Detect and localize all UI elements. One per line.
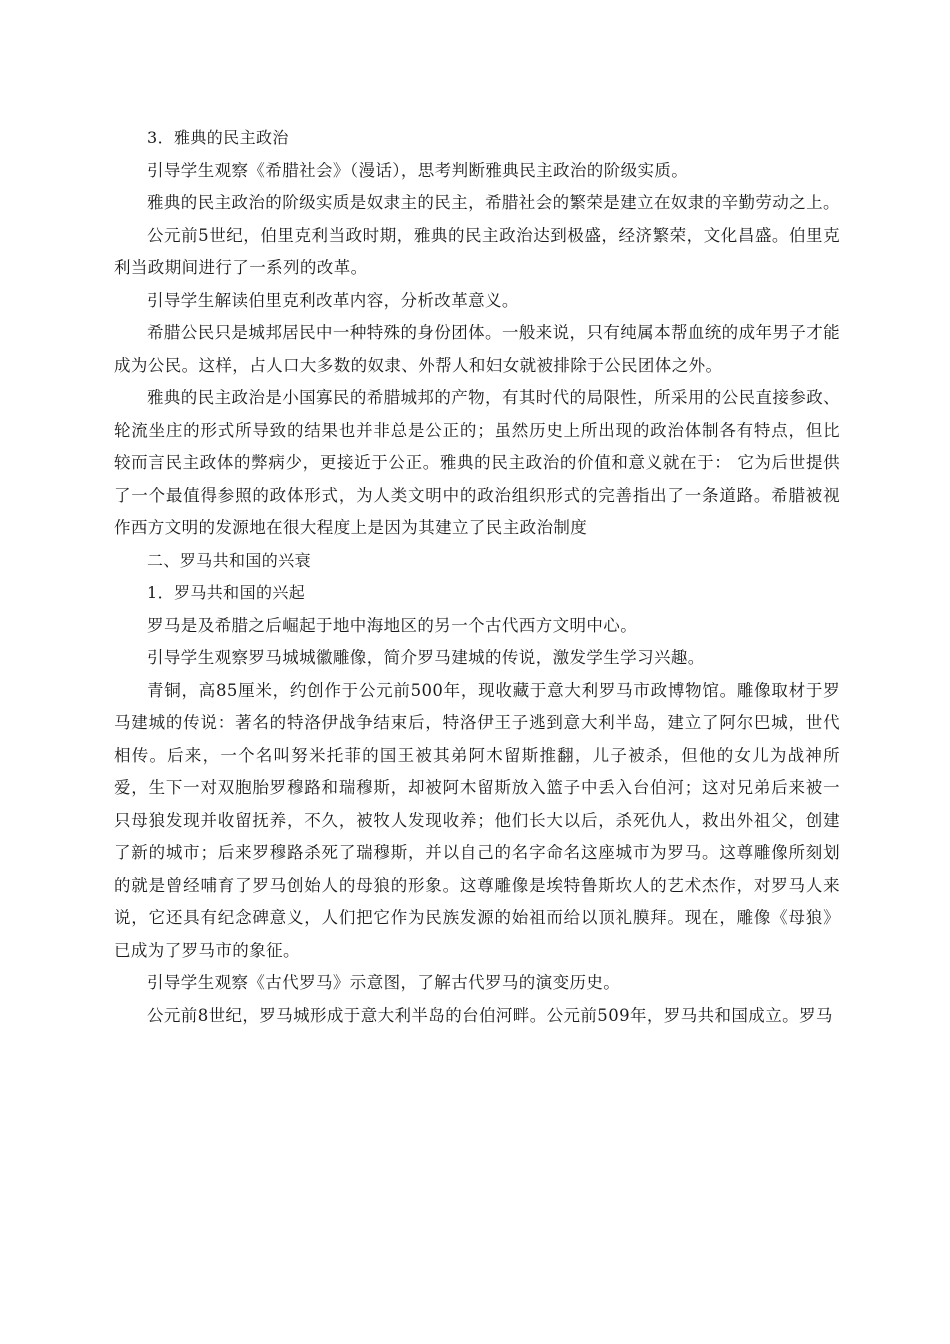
paragraph: 公元前5世纪，伯里克利当政时期，雅典的民主政治达到极盛，经济繁荣，文化昌盛。伯里克利当政期间进行了一系列的改革。 bbox=[114, 225, 840, 277]
paragraph: 雅典的民主政治是小国寡民的希腊城邦的产物，有其时代的局限性，所采用的公民直接参政、轮流坐庄的形式所导致的结果也并非总是公正的；虽然历史上所出现的政治体制各有特点，但比较而言民主政体的弊病少，更接近于公正。雅典的民主政治的价值和意义就在于： 它为后世提供了一个最值得参照的政体形式，为人类文明中的政治组织形式的完善指出了一条道路。希腊被视作西方文明的发源地在很大程度上是因为其建立了民主政治制度 bbox=[114, 388, 840, 537]
paragraph: 罗马是及希腊之后崛起于地中海地区的另一个古代西方文明中心。 bbox=[147, 615, 638, 635]
paragraph: 雅典的民主政治的阶级实质是奴隶主的民主，希腊社会的繁荣是建立在奴隶的辛勤劳动之上。 bbox=[147, 193, 840, 212]
paragraph: 引导学生观察《古代罗马》示意图，了解古代罗马的演变历史。 bbox=[147, 973, 621, 992]
document-body bbox=[114, 122, 840, 1032]
paragraph: 引导学生观察罗马城城徽雕像，简介罗马建城的传说，激发学生学习兴趣。 bbox=[147, 648, 705, 667]
paragraph: 青铜，高85厘米，约创作于公元前500年，现收藏于意大利罗马市政博物馆。雕像取材于罗马建城的传说：著名的特洛伊战争结束后，特洛伊王子逃到意大利半岛，建立了阿尔巴城，世代相传。后来，一个名叫努米托菲的国王被其弟阿木留斯推翻，儿子被杀，但他的女儿为战神所爱，生下一对双胞胎罗穆路和瑞穆斯，却被阿木留斯放入篮子中丢入台伯河；这对兄弟后来被一只母狼发现并收留抚养，不久，被牧人发现收养；他们长大以后，杀死仇人，救出外祖父，创建了新的城市；后来罗穆路杀死了瑞穆斯，并以自己的名字命名这座城市为罗马。这尊雕像所刻划的就是曾经哺育了罗马创始人的母狼的形象。这尊雕像是埃特鲁斯坎人的艺术杰作，对罗马人来说，它还具有纪念碑意义，人们把它作为民族发源的始祖而给以顶礼膜拜。现在，雕像《母狼》已成为了罗马市的象征。 bbox=[114, 680, 840, 960]
paragraph: 公元前8世纪，罗马城形成于意大利半岛的台伯河畔。公元前509年，罗马共和国成立。罗马 bbox=[147, 1005, 833, 1025]
paragraph: 希腊公民只是城邦居民中一种特殊的身份团体。一般来说，只有纯属本帮血统的成年男子才能成为公民。这样，占人口大多数的奴隶、外帮人和妇女就被排除于公民团体之外。 bbox=[114, 323, 840, 375]
paragraph: 引导学生解读伯里克利改革内容，分析改革意义。 bbox=[147, 290, 519, 310]
section-heading-roman-republic: 二、罗马共和国的兴衰 bbox=[147, 550, 312, 570]
paragraph: 引导学生观察《希腊社会》（漫话），思考判断雅典民主政治的阶级实质。 bbox=[147, 160, 689, 180]
subsection-heading-rise-of-rome: 1．罗马共和国的兴起 bbox=[147, 583, 306, 602]
section-heading-athenian-democracy: 3．雅典的民主政治 bbox=[147, 128, 289, 147]
